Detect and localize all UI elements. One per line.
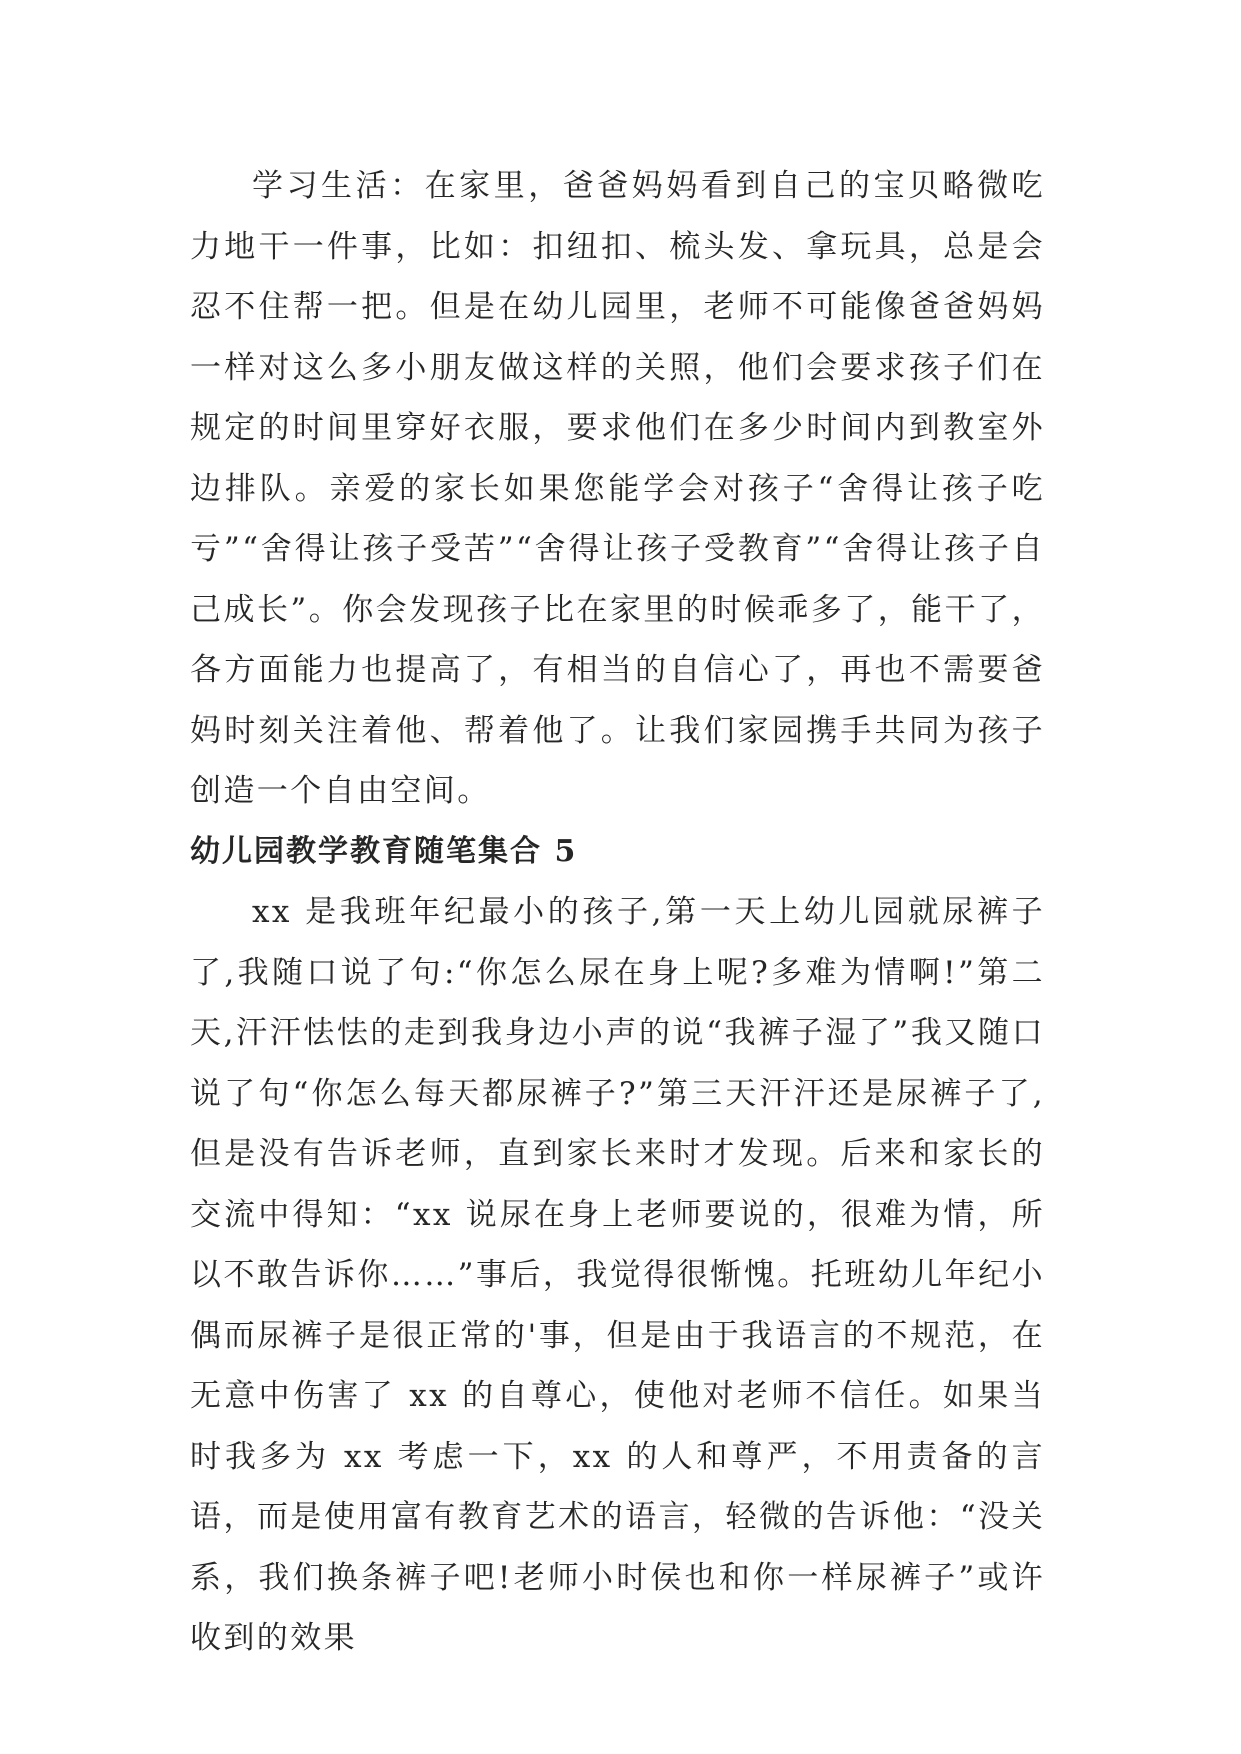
section-heading: 幼儿园教学教育随笔集合 5	[190, 833, 578, 869]
paragraph-study-life: 学习生活：在家里，爸爸妈妈看到自己的宝贝略微吃力地干一件事，比如：扣纽扣、梳头发、拿玩具，总是会忍不住帮一把。但是在幼儿园里，老师不可能像爸爸妈妈一样对这么多小朋友做这样的关照，他们会要求孩子们在规定的时间里穿好衣服，要求他们在多少时间内到教室外边排队。亲爱的家长如果您能学会对孩子“舍得让孩子吃亏”“舍得让孩子受苦”“舍得让孩子受教育”“舍得让孩子自己成长”。你会发现孩子比在家里的时候乖多了，能干了，各方面能力也提高了，有相当的自信心了，再也不需要爸妈时刻关注着他、帮着他了。让我们家园携手共同为孩子创造一个自由空间。	[190, 168, 1045, 809]
document-body	[190, 156, 1045, 1669]
paragraph-xx-story: xx 是我班年纪最小的孩子,第一天上幼儿园就尿裤子了,我随口说了句:“你怎么尿在身上呢?多难为情啊!”第二天,汗汗怯怯的走到我身边小声的说“我裤子湿了”我又随口说了句“你怎么每天都尿裤子?”第三天汗汗还是尿裤子了,但是没有告诉老师，直到家长来时才发现。后来和家长的交流中得知：“xx 说尿在身上老师要说的，很难为情，所以不敢告诉你……”事后，我觉得很惭愧。托班幼儿年纪小偶而尿裤子是很正常的'事，但是由于我语言的不规范，在无意中伤害了 xx 的自尊心，使他对老师不信任。如果当时我多为 xx 考虑一下，xx 的人和尊严，不用责备的言语，而是使用富有教育艺术的语言，轻微的告诉他：“没关系，我们换条裤子吧!老师小时侯也和你一样尿裤子”或许收到的效果	[190, 894, 1045, 1656]
